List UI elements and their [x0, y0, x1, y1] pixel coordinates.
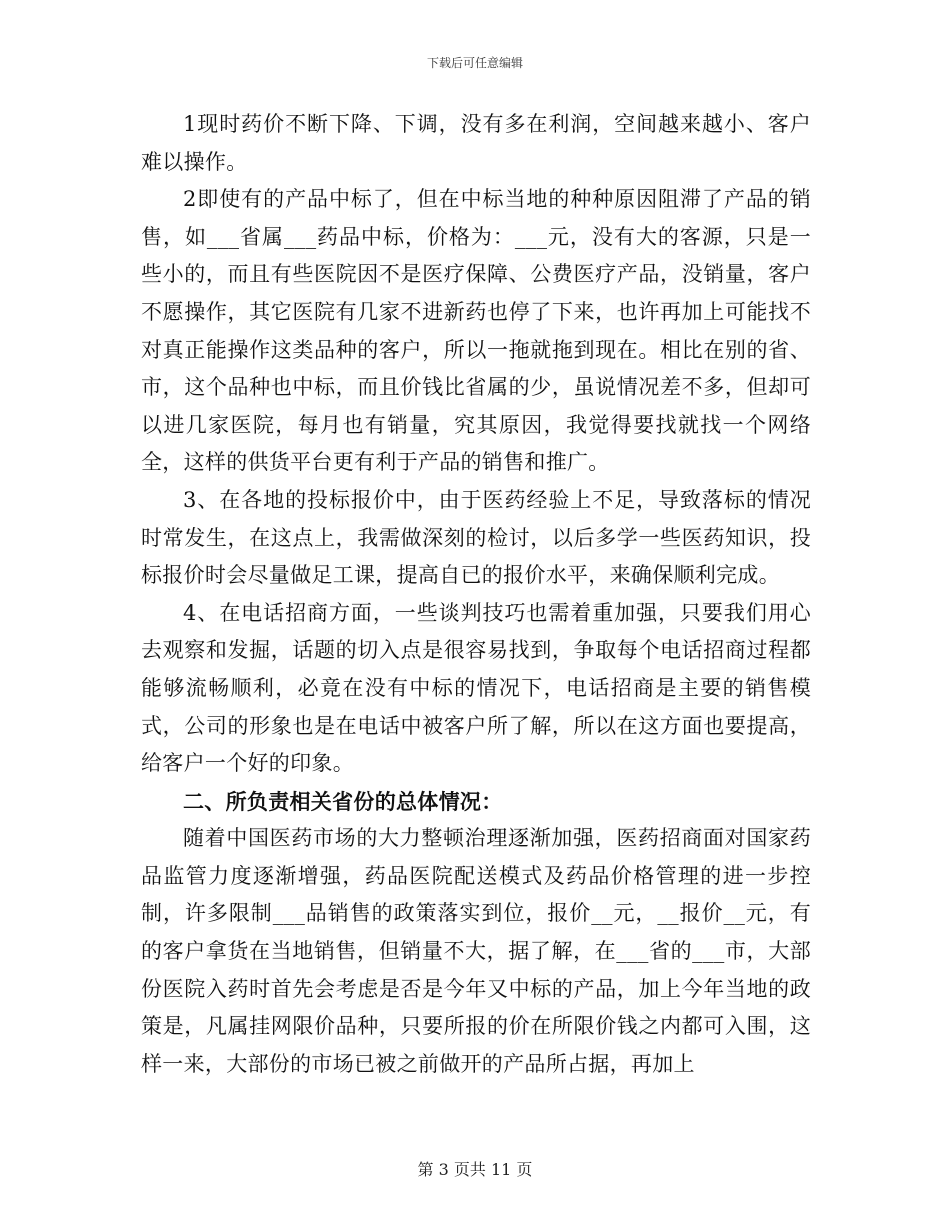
- page-number: 第 3 页共 11 页: [417, 1160, 533, 1179]
- page-header: 下载后可任意编辑: [426, 56, 523, 70]
- paragraph-5: 随着中国医药市场的大力整顿治理逐渐加强，医药招商面对国家药品监管力度逐渐增强，药品医院配送模式及药品价格管理的进一步控制，许多限制___品销售的政策落实到位，报价__元，__报价__元，有的客户拿货在当地销售，但销量不大，据了解，在___省的___市，大部份医院入药时首先会考虑是否是今年又中标的产品，加上今年当地的政策是，凡属挂网限价品种，只要所报的价在所限价钱之内都可入围，这样一来，大部份的市场已被之前做开的产品所占据，再加上: [141, 826, 811, 1076]
- paragraph-2: 2即使有的产品中标了，但在中标当地的种种原因阻滞了产品的销售，如___省属___药品中标，价格为：___元，没有大的客源，只是一些小的，而且有些医院因不是医疗保障、公费医疗产品，没销量，客户不愿操作，其它医院有几家不进新药也停了下来，也许再加上可能找不对真正能操作这类品种的客户，所以一拖就拖到现在。相比在别的省、市，这个品种也中标，而且价钱比省属的少，虽说情况差不多，但却可以进几家医院，每月也有销量，究其原因，我觉得要找就找一个网络全，这样的供货平台更有利于产品的销售和推广。: [141, 187, 811, 475]
- paragraph-3: 3、在各地的投标报价中，由于医药经验上不足，导致落标的情况时常发生，在这点上，我需做深刻的检讨，以后多学一些医药知识，投标报价时会尽量做足工课，提高自已的报价水平，来确保顺利完成。: [141, 487, 811, 588]
- section-heading: 二、所负责相关省份的总体情况：: [183, 788, 503, 814]
- document-body: [141, 106, 811, 1083]
- paragraph-4: 4、在电话招商方面，一些谈判技巧也需着重加强，只要我们用心去观察和发掘，话题的切入点是很容易找到，争取每个电话招商过程都能够流畅顺利，必竟在没有中标的情况下，电话招商是主要的销售模式，公司的形象也是在电话中被客户所了解，所以在这方面也要提高，给客户一个好的印象。: [141, 600, 811, 776]
- paragraph-1: 1现时药价不断下降、下调，没有多在利润，空间越来越小、客户难以操作。: [141, 112, 811, 174]
